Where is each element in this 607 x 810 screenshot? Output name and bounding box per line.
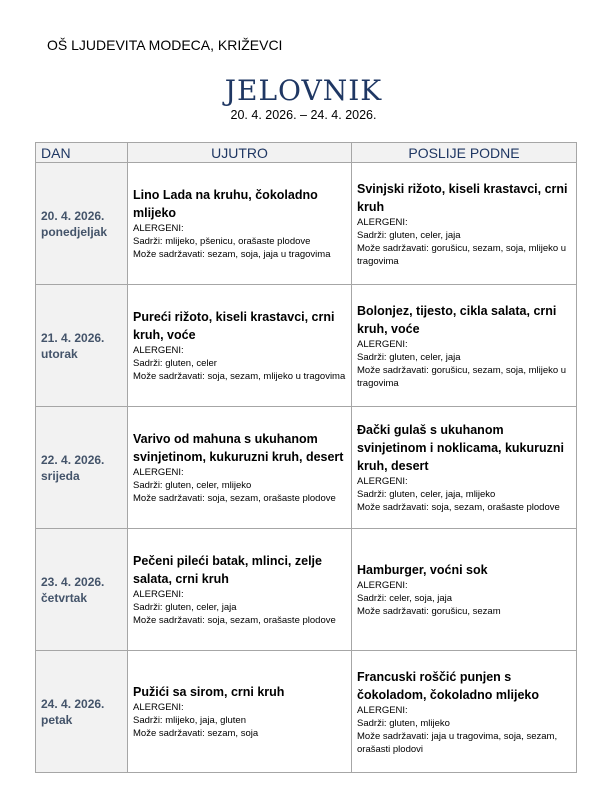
meal-cell-morning <box>128 163 352 285</box>
column-header-day: DAN <box>36 143 128 163</box>
allergens-label: ALERGENI: <box>133 223 184 234</box>
day-date: 22. 4. 2026. <box>41 452 105 467</box>
menu-table <box>35 142 577 773</box>
day-name: petak <box>41 712 73 727</box>
day-date: 24. 4. 2026. <box>41 696 105 711</box>
meal-cell-afternoon <box>352 529 577 651</box>
allergens-contains: Sadrži: gluten, celer <box>133 358 217 369</box>
column-header-afternoon: POSLIJE PODNE <box>352 143 577 163</box>
meal-cell-morning <box>128 651 352 773</box>
meal-cell-afternoon <box>352 163 577 285</box>
allergens-contains: Sadrži: gluten, celer, jaja <box>357 351 461 363</box>
table-row <box>36 651 577 773</box>
day-name: ponedjeljak <box>41 224 108 239</box>
meal-cell-morning <box>128 407 352 529</box>
dish-name: Lino Lada na kruhu, čokoladno mlijeko <box>133 188 318 220</box>
allergens-may-contain: Može sadržavati: soja, sezam, mlijeko u tragovima <box>133 371 346 382</box>
dish-name: Hamburger, voćni sok <box>357 563 488 577</box>
page-title: JELOVNIK <box>224 74 383 107</box>
dish-name: Francuski roščić punjen s čokoladom, čokoladno mlijeko <box>357 669 539 702</box>
allergens-contains: Sadrži: gluten, celer, jaja, mlijeko <box>357 489 496 500</box>
day-cell <box>36 651 128 773</box>
allergens-label: ALERGENI: <box>133 702 184 713</box>
dish-name: Pečeni pileći batak, mlinci, zelje salata, crni kruh <box>133 554 322 586</box>
allergens-label: ALERGENI: <box>357 338 408 350</box>
dish-name: Đački gulaš s ukuhanom svinjetinom i noklicama, kukuruzni kruh, desert <box>357 423 564 473</box>
day-date: 23. 4. 2026. <box>41 574 105 589</box>
column-header-morning: UJUTRO <box>128 143 352 163</box>
allergens-label: ALERGENI: <box>357 704 408 716</box>
allergens-label: ALERGENI: <box>133 345 184 356</box>
allergens-may-contain: Može sadržavati: gorušicu, sezam <box>357 606 501 617</box>
dish-name: Bolonjez, tijesto, cikla salata, crni kruh, voće <box>357 303 557 336</box>
day-cell <box>36 407 128 529</box>
allergens-label: ALERGENI: <box>357 580 408 591</box>
day-cell <box>36 163 128 285</box>
dish-name: Pužići sa sirom, crni kruh <box>133 685 285 699</box>
day-cell <box>36 285 128 407</box>
allergens-contains: Sadrži: gluten, celer, jaja <box>133 602 237 613</box>
allergens-contains: Sadrži: mlijeko, pšenicu, orašaste plodove <box>133 236 311 247</box>
meal-cell-afternoon <box>352 407 577 529</box>
allergens-contains: Sadrži: mlijeko, jaja, gluten <box>133 715 246 726</box>
day-name: utorak <box>41 346 78 361</box>
table-row <box>36 163 577 285</box>
allergens-may-contain: Može sadržavati: soja, sezam, orašaste plodove <box>133 493 336 504</box>
school-name: OŠ LJUDEVITA MODECA, KRIŽEVCI <box>47 37 283 53</box>
date-range: 20. 4. 2026. – 24. 4. 2026. <box>230 108 377 122</box>
meal-cell-afternoon <box>352 285 577 407</box>
allergens-contains: Sadrži: gluten, celer, mlijeko <box>133 480 252 491</box>
dish-name: Varivo od mahuna s ukuhanom svinjetinom, kukuruzni kruh, desert <box>133 432 344 464</box>
allergens-label: ALERGENI: <box>133 589 184 600</box>
dish-name: Svinjski rižoto, kiseli krastavci, crni kruh <box>357 181 568 214</box>
table-row <box>36 529 577 651</box>
meal-cell-morning <box>128 285 352 407</box>
meal-cell-morning <box>128 529 352 651</box>
allergens-may-contain: Može sadržavati: jaja u tragovima, soja, sezam, orašasti plodovi <box>357 730 558 755</box>
allergens-may-contain: Može sadržavati: gorušicu, sezam, soja, mlijeko u tragovima <box>357 242 567 267</box>
day-date: 21. 4. 2026. <box>41 330 105 345</box>
table-header-row <box>36 143 577 163</box>
allergens-label: ALERGENI: <box>357 476 408 487</box>
allergens-contains: Sadrži: gluten, mlijeko <box>357 717 450 729</box>
allergens-contains: Sadrži: celer, soja, jaja <box>357 593 453 604</box>
allergens-label: ALERGENI: <box>357 216 408 228</box>
dish-name: Pureći rižoto, kiseli krastavci, crni kruh, voće <box>133 310 335 342</box>
table-row <box>36 285 577 407</box>
allergens-label: ALERGENI: <box>133 467 184 478</box>
day-name: srijeda <box>41 468 80 483</box>
day-name: četvrtak <box>41 590 88 605</box>
allergens-contains: Sadrži: gluten, celer, jaja <box>357 229 461 241</box>
allergens-may-contain: Može sadržavati: sezam, soja <box>133 728 259 739</box>
allergens-may-contain: Može sadržavati: soja, sezam, orašaste plodove <box>133 615 336 626</box>
day-date: 20. 4. 2026. <box>41 208 105 223</box>
day-cell <box>36 529 128 651</box>
allergens-may-contain: Može sadržavati: soja, sezam, orašaste plodove <box>357 502 560 513</box>
table-row <box>36 407 577 529</box>
meal-cell-afternoon <box>352 651 577 773</box>
allergens-may-contain: Može sadržavati: gorušicu, sezam, soja, mlijeko u tragovima <box>357 364 567 389</box>
allergens-may-contain: Može sadržavati: sezam, soja, jaja u tragovima <box>133 249 331 260</box>
